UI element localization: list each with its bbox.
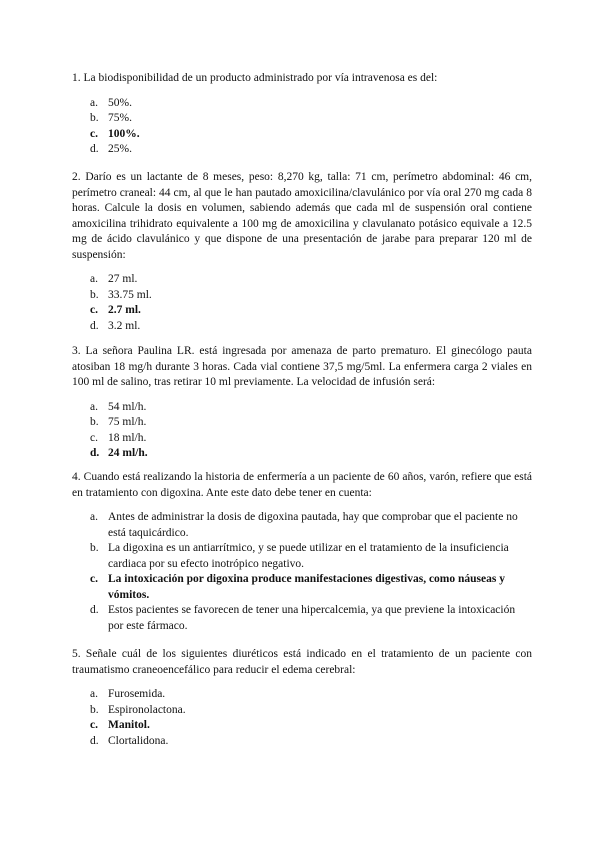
option-b: b. 75%. [90,112,132,124]
option-text: Clortalidona. [108,734,169,747]
option-text: La intoxicación por digoxina produce manifestaciones digestivas, como náuseas y vómitos. [108,573,505,601]
option-list [72,400,532,462]
question-1 [72,71,532,158]
option-d-correct: d. 24 ml/h. [90,447,148,459]
option-text: 50%. [108,96,132,109]
option-text: 3.2 ml. [108,319,141,332]
option-text: 24 ml/h. [108,447,148,459]
option-d: d. Clortalidona. [90,734,169,747]
question-4 [72,470,532,634]
option-d: d. 3.2 ml. [90,319,141,332]
option-c-correct: c. 100%. [90,127,140,140]
question-stem: 4. Cuando está realizando la historia de enfermería a un paciente de 60 años, varón, refiere que está en tratamiento con digoxina. Ante este dato debe tener en cuenta: [72,471,532,499]
option-a: a. 50%. [90,96,132,109]
question-stem: 5. Señale cuál de los siguientes diuréticos está indicado en el tratamiento de un paciente con traumatismo craneoencefálico para reducir el edema cerebral: [72,648,532,676]
option-text: Furosemida. [108,688,166,700]
option-text: 27 ml. [108,273,138,285]
option-text: 33.75 ml. [108,288,152,301]
option-list [72,96,532,158]
option-b: b. La digoxina es un antiarrítmico, y se puede utilizar en el tratamiento de la insuficiencia cardiaca por su efecto inotrópico negativo. [90,542,509,570]
option-text: Espironolactona. [108,703,186,716]
option-a: a. 27 ml. [90,273,138,285]
option-text: 75 ml/h. [108,416,147,428]
option-c-correct: c. 2.7 ml. [90,304,141,316]
option-b: b. Espironolactona. [90,703,186,716]
option-list [72,272,532,334]
option-d: d. Estos pacientes se favorecen de tener una hipercalcemia, ya que previene la intoxicación por este fármaco. [90,604,516,632]
question-5 [72,647,532,749]
option-c: c. 18 ml/h. [90,431,147,444]
option-b: b. 33.75 ml. [90,288,152,301]
option-text: Estos pacientes se favorecen de tener una hipercalcemia, ya que previene la intoxicación por este fármaco. [108,604,516,632]
option-text: Antes de administrar la dosis de digoxina pautada, hay que comprobar que el paciente no está taquicárdico. [108,511,518,539]
question-3 [72,344,532,462]
question-stem: 3. La señora Paulina LR. está ingresada por amenaza de parto prematuro. El ginecólogo pauta atosiban 18 mg/h durante 3 horas. Cada vial contiene 37,5 mg/5ml. La enfermera carga 2 viales en 100 ml de salino, tras retirar 10 ml previamente. La velocidad de infusión será: [72,345,532,388]
option-text: 25%. [108,143,132,155]
question-stem: 2. Darío es un lactante de 8 meses, peso: 8,270 kg, talla: 71 cm, perímetro abdominal: 46 cm, perímetro craneal: 44 cm, al que le han pautado amoxicilina/clavulánico por vía oral 270 mg cada 8 horas. Calcule la dosis en volumen, sabiendo además que cada ml de suspensión oral contiene amoxicilina trihidrato equivalente a 100 mg de amoxicilina y clavulanato potásico equivale a 12.5 mg de ácido clavulánico y que dispone de una presentación de jarabe para preparar 120 ml de suspensión: [72,171,532,261]
option-b: b. 75 ml/h. [90,416,147,428]
option-text: 54 ml/h. [108,400,147,413]
option-text: 2.7 ml. [108,304,141,316]
option-text: 18 ml/h. [108,431,147,444]
option-d: d. 25%. [90,143,132,155]
option-text: 75%. [108,112,132,124]
option-a: a. Antes de administrar la dosis de digoxina pautada, hay que comprobar que el paciente no está taquicárdico. [90,511,518,539]
option-c-correct: c. Manitol. [90,719,150,731]
question-2 [72,170,532,334]
option-a: a. 54 ml/h. [90,400,147,413]
option-a: a. Furosemida. [90,688,166,700]
question-stem: 1. La biodisponibilidad de un producto administrado por vía intravenosa es del: [72,72,438,84]
option-c-correct: c. La intoxicación por digoxina produce manifestaciones digestivas, como náuseas y vómitos. [90,573,505,601]
option-list [72,510,532,634]
option-text: La digoxina es un antiarrítmico, y se puede utilizar en el tratamiento de la insuficiencia cardiaca por su efecto inotrópico negativo. [108,542,509,570]
option-list [72,687,532,749]
option-text: Manitol. [108,719,150,731]
option-text: 100%. [108,127,140,140]
